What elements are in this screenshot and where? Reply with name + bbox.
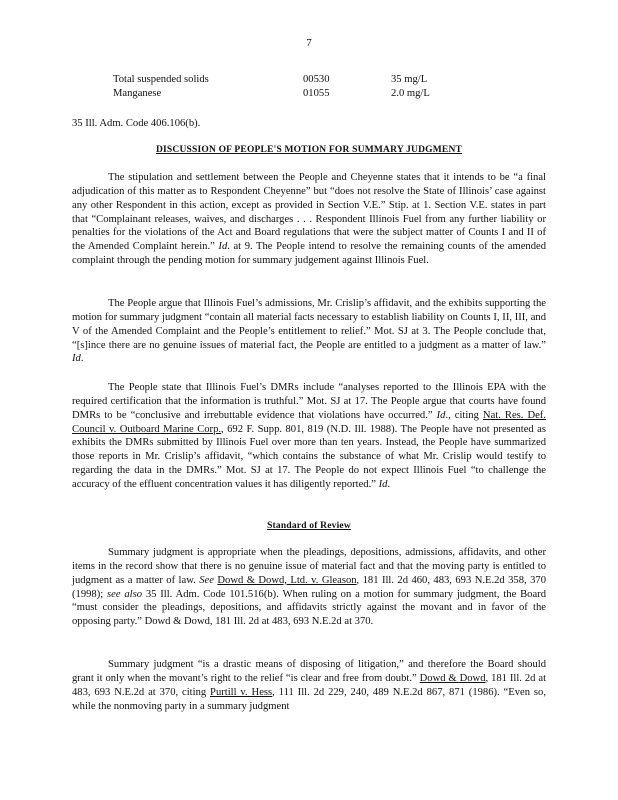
signal-see: See — [199, 574, 214, 586]
limit-cell: 2.0 mg/L — [391, 88, 430, 99]
parameter-cell: Manganese — [113, 88, 162, 99]
paragraph-text: 35 Ill. Adm. Code 101.516(b). When ruling on a motion for summary judgment, the Board “must consider the pleadings, depositions, and affidavits strictly against the movant and in favor of the opposing party.” Dowd & Dowd, 181 Ill. 2d at 483, 693 N.E.2d at 370. — [72, 588, 546, 628]
code-citation: 35 Ill. Adm. Code 406.106(b). — [72, 118, 201, 129]
table-row — [113, 88, 443, 102]
case-name: Purtill v. Hess — [210, 686, 273, 698]
signal-see-also: see also — [107, 588, 143, 600]
paragraph-summary-judgment — [72, 546, 546, 629]
paragraph-stipulation — [72, 171, 546, 268]
paragraph-text: The People state that Illinois Fuel’s DMRs include “analyses reported to the Illinois EPA with the required certification that the information is truthful.” Mot. SJ at 17. The People argue that courts have found DMRs to be “conclusive and irrebuttable evidence that violations have occurred.” — [72, 382, 546, 421]
paragraph-text: The stipulation and settlement between the People and Cheyenne states that it intends to be “a final adjudication of this matter as to Respondent Cheyenne” but “does not resolve the State of Illinois’ case against any other Respondent in this action, except as provided in Section V.E.” Stip. at 1. Section V.E. states in part that “Complainant releases, waives, and discharges . . . Respondent Illinois Fuel from any further liability or penalties for the violations of the Act and Board regulations that were the subject matter of Counts I and II of the Amended Complaint herein.” — [72, 172, 546, 253]
paragraph-text: . — [387, 478, 391, 490]
paragraph-text: , 111 Ill. 2d 229, 240, 489 N.E.2d 867, 871 (1986). “Even so, while the nonmoving party in a summary judgment — [72, 686, 546, 712]
case-name: Nat. Res. Def. Council v. Outboard Marine Corp. — [72, 409, 546, 435]
paragraph-text: , 181 Ill. 2d 460, 483, 693 N.E.2d 358, 370 (1998); — [72, 574, 546, 600]
id-citation: Id — [72, 353, 81, 365]
paragraph-text: . — [80, 353, 84, 365]
code-cell: 00530 — [303, 74, 330, 85]
id-citation: Id — [436, 409, 446, 421]
section-heading-standard-of-review: Standard of Review — [267, 521, 351, 531]
section-heading-discussion: DISCUSSION OF PEOPLE'S MOTION FOR SUMMARY JUDGMENT — [155, 145, 463, 155]
case-name: Dowd & Dowd, Ltd. v. Gleason — [217, 574, 357, 586]
paragraph-text: Summary judgment is appropriate when the pleadings, depositions, admissions, affidavits, and other items in the record show that there is no genuine issue of material fact and that the moving party is entitled to judgment as a matter of law. — [72, 547, 546, 586]
paragraph-drastic-means — [72, 658, 546, 713]
paragraph-text: ., citing — [445, 409, 483, 421]
code-cell: 01055 — [303, 88, 330, 99]
limit-cell: 35 mg/L — [391, 74, 428, 85]
id-citation: Id — [218, 241, 228, 253]
case-name: Dowd & Dowd — [419, 672, 486, 684]
parameter-cell: Total suspended solids — [113, 74, 209, 85]
paragraph-people-argue — [72, 297, 546, 366]
table-row — [113, 74, 443, 88]
paragraph-text: Summary judgment “is a drastic means of disposing of litigation,” and therefore the Board should grant it only when the movant’s right to the relief “is clear and free from doubt.” — [72, 659, 546, 684]
effluent-limits-table — [113, 74, 443, 102]
paragraph-text: The People argue that Illinois Fuel’s admissions, Mr. Crislip’s affidavit, and the exhibits supporting the motion for summary judgment “contain all material facts necessary to establish liability on Counts I, II, III, and V of the Amended Complaint and the People’s entitlement to relief.” Mot. SJ at 3. The People conclude that, “[s]ince there are no genuine issues of material fact, the People are entitled to a judgment as a matter of law.” — [72, 298, 546, 351]
paragraph-text: , 692 F. Supp. 801, 819 (N.D. Ill. 1988). The People have not presented as exhibits the DMRs submitted by Illinois Fuel over more than ten years. Instead, the People have summarized those reports in Mr. Crislip’s affidavit, “which contains the substance of what Mr. Crislip would testify to regarding the data in the DMRs.” Mot. SJ at 17. The People do not expect Illinois Fuel “to challenge the accuracy of the effluent concentration values it has diligently reported.” — [72, 423, 546, 490]
page-number: 7 — [306, 37, 312, 49]
paragraph-text: . at 9. The People intend to resolve the remaining counts of the amended complaint through the pending motion for summary judgement against Illinois Fuel. — [72, 241, 546, 267]
id-citation: Id — [378, 478, 388, 490]
paragraph-text: , 181 Ill. 2d at 483, 693 N.E.2d at 370, citing — [72, 672, 547, 698]
paragraph-dmrs — [72, 381, 546, 492]
